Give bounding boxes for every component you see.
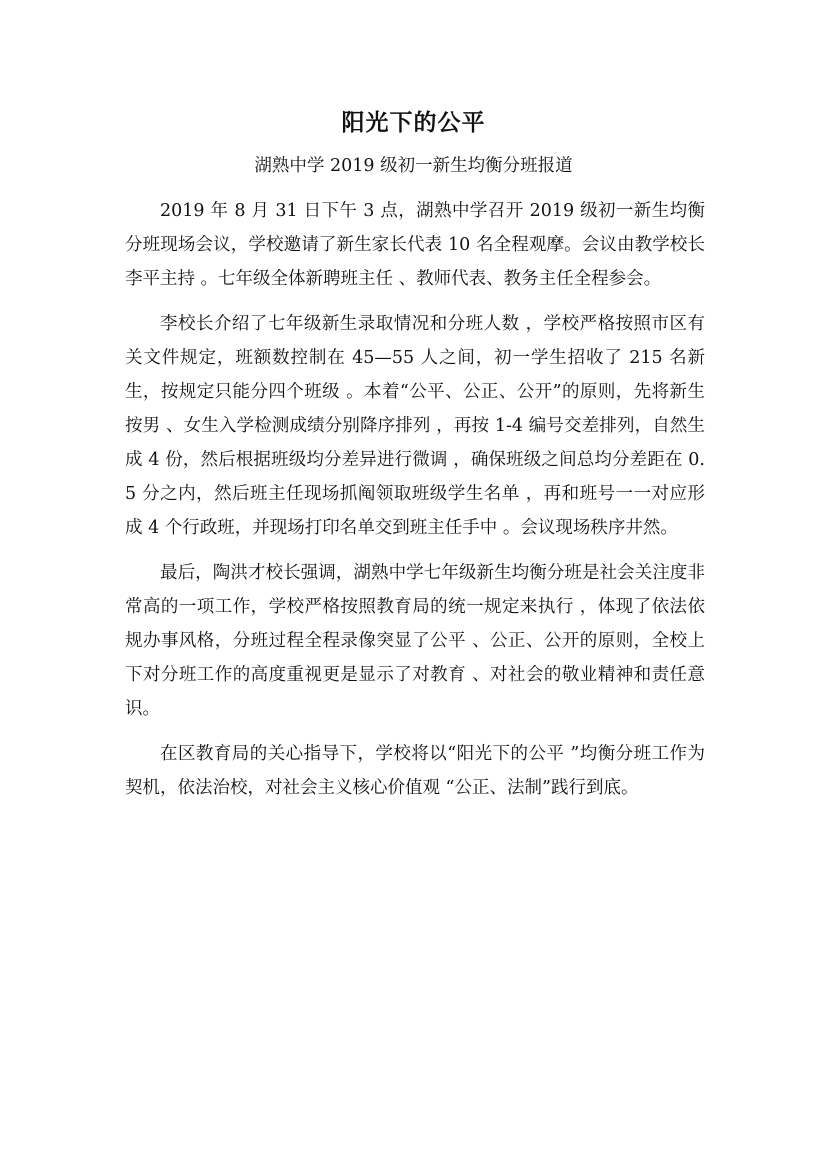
paragraph-meeting-overview: 2019 年 8 月 31 日下午 3 点，湖熟中学召开 2019 级初一新生均衡分班现场会议，学校邀请了新生家长代表 10 名全程观摩。会议由教学校长李平主持 。七年级全体新聘班主任 、教师代表、教务主任全程参会。: [125, 201, 705, 289]
paragraph-principal-remarks: 最后，陶洪才校长强调，湖熟中学七年级新生均衡分班是社会关注度非常高的一项工作，学校严格按照教育局的统一规定来执行 ，体现了依法依规办事风格，分班过程全程录像突显了公平 、公正、公开的原则，全校上下对分班工作的高度重视更是显示了对教育 、对社会的敬业精神和责任意识。: [125, 563, 705, 719]
paragraph-placement-method: 李校长介绍了七年级新生录取情况和分班人数 ，学校严格按照市区有关文件规定，班额数控制在 45—55 人之间，初一学生招收了 215 名新生，按规定只能分四个班级 。本着“公平、公正、公开”的原则，先将新生按男 、女生入学检测成绩分别降序排列 ，再按 1-4 编号交差排列，自然生成 4 份，然后根据班级均分差异进行微调 ，确保班级之间总均分差距在 0.5 分之内，然后班主任现场抓阄领取班级学生名单 ，再和班号一一对应形成 4 个行政班，并现场打印名单交到班主任手中 。会议现场秩序井然。: [125, 314, 705, 538]
paragraph-conclusion: 在区教育局的关心指导下，学校将以“阳光下的公平 ”均衡分班工作为契机，依法治校，对社会主义核心价值观 “公正、法制”践行到底。: [125, 744, 705, 798]
document-body: [125, 194, 705, 816]
document-subtitle: 湖熟中学 2019 级初一新生均衡分班报道: [254, 156, 573, 176]
document-title: 阳光下的公平: [341, 109, 486, 136]
